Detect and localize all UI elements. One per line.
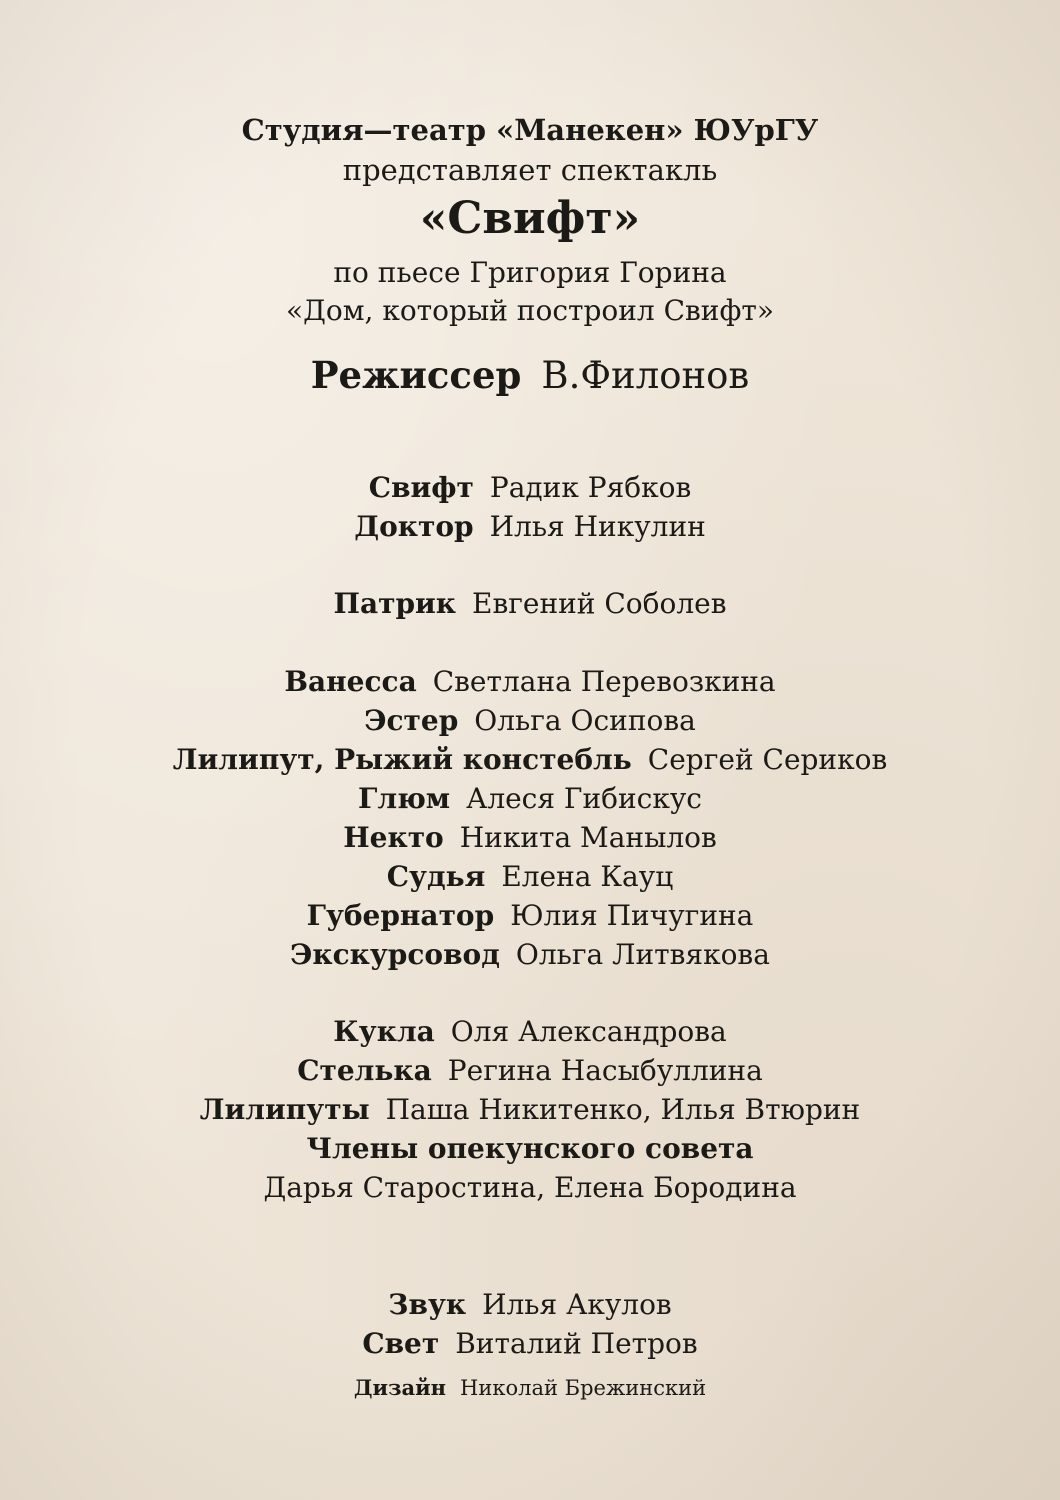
cast-role: Кукла <box>333 1015 435 1048</box>
cast-actor: Алеся Гибискус <box>466 782 702 815</box>
cast-role: Глюм <box>358 782 451 815</box>
cast-actor: Светлана Перевозкина <box>432 665 776 698</box>
crew-name: Илья Акулов <box>482 1288 672 1321</box>
cast-row <box>0 857 1060 896</box>
author-line: по пьесе Григория Горина <box>333 256 727 289</box>
cast-role: Доктор <box>354 510 474 543</box>
cast-actor: Регина Насыбуллина <box>447 1054 763 1087</box>
cast-actor: Оля Александрова <box>450 1015 727 1048</box>
crew-role: Свет <box>362 1327 440 1360</box>
council-actors: Дарья Старостина, Елена Бородина <box>263 1171 797 1204</box>
cast-row <box>0 1090 1060 1129</box>
cast-role: Ванесса <box>284 665 417 698</box>
presents-line: представляет спектакль <box>342 153 718 187</box>
cast-row <box>0 507 1060 546</box>
cast-role: Лилипут, Рыжий констебль <box>172 743 632 776</box>
crew-role: Звук <box>388 1288 467 1321</box>
cast-role: Свифт <box>368 471 474 504</box>
cast-actor: Паша Никитенко, Илья Втюрин <box>385 1093 861 1126</box>
director-role: Режиссер <box>310 353 522 397</box>
cast-actor: Сергей Сериков <box>647 743 888 776</box>
director-name: В.Филонов <box>541 354 750 397</box>
council-role: Члены опекунского совета <box>306 1132 754 1165</box>
cast-role: Судья <box>386 860 486 893</box>
cast-role: Лилипуты <box>199 1093 370 1126</box>
cast-row <box>0 468 1060 507</box>
cast-row <box>0 1012 1060 1051</box>
crew-row <box>0 1324 1060 1363</box>
studio-name: Студия—театр «Манекен» ЮУрГУ <box>241 113 819 147</box>
design-name: Николай Брежинский <box>460 1376 707 1400</box>
cast-role: Экскурсовод <box>290 938 500 971</box>
cast-row <box>0 740 1060 779</box>
cast-role: Стелька <box>297 1054 432 1087</box>
cast-actor: Юлия Пичугина <box>510 899 754 932</box>
cast-row <box>0 935 1060 974</box>
cast-actor: Ольга Литвякова <box>515 938 770 971</box>
director-credit <box>0 348 1060 403</box>
cast-actor: Ольга Осипова <box>474 704 696 737</box>
cast-role: Патрик <box>333 587 457 620</box>
crew-row <box>0 1285 1060 1324</box>
cast-role: Эстер <box>364 704 459 737</box>
play-title: «Дом, который построил Свифт» <box>285 294 775 327</box>
cast-row <box>0 1051 1060 1090</box>
cast-role: Некто <box>343 821 444 854</box>
design-credit <box>0 1372 1060 1404</box>
cast-actor: Евгений Соболев <box>472 587 727 620</box>
cast-row <box>0 701 1060 740</box>
cast-actor: Илья Никулин <box>489 510 706 543</box>
crew-name: Виталий Петров <box>455 1327 698 1360</box>
cast-row <box>0 779 1060 818</box>
design-role: Дизайн <box>353 1375 447 1400</box>
cast-actor: Никита Манылов <box>459 821 717 854</box>
show-title: «Свифт» <box>419 193 641 244</box>
cast-role: Губернатор <box>306 899 495 932</box>
cast-row <box>0 818 1060 857</box>
cast-row <box>0 584 1060 623</box>
cast-row <box>0 896 1060 935</box>
cast-row <box>0 662 1060 701</box>
cast-actor: Радик Рябков <box>489 471 692 504</box>
cast-actor: Елена Кауц <box>501 860 674 893</box>
